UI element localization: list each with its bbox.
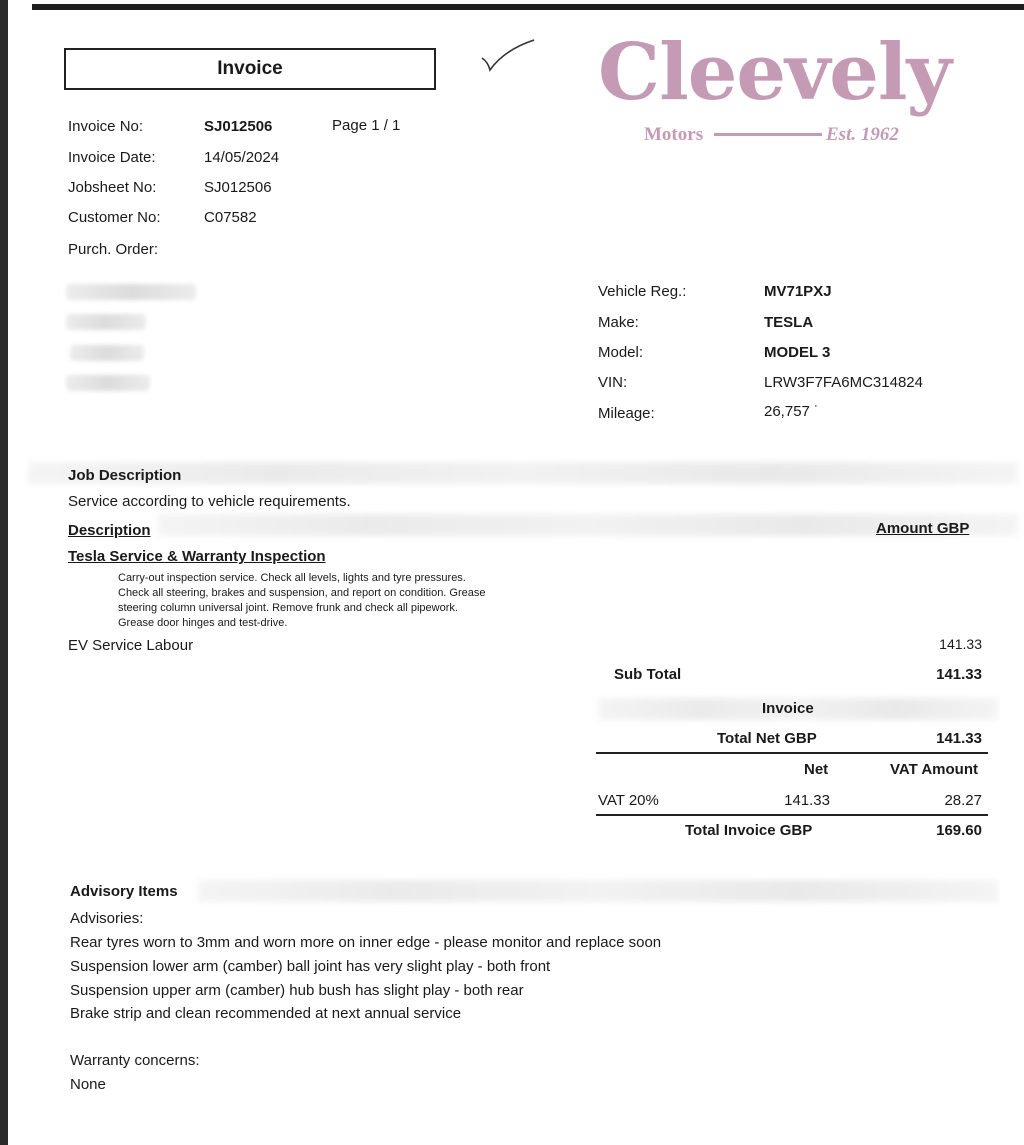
net-header: Net [804,761,829,778]
labour-amount: 141.33 [939,636,982,652]
advisory-item: Suspension lower arm (camber) ball joint has very slight play - both front [70,958,551,975]
model: MODEL 3 [764,344,831,361]
total-net-label: Total Net GBP [717,730,817,747]
vat-amount-header: VAT Amount [889,761,978,778]
advisory-item: Brake strip and clean recommended at next annual service [70,1005,462,1022]
scan-top-edge [32,4,1024,10]
mileage: 26,757 ˙ [764,403,820,420]
total-invoice: 169.60 [936,822,982,839]
sub-total-label: Sub Total [614,666,682,683]
total-net: 141.33 [936,730,982,747]
warranty-label: Warranty concerns: [70,1052,200,1069]
advisory-item: Suspension upper arm (camber) hub bush has slight play - both rear [70,982,524,999]
warranty-value: None [70,1076,106,1093]
jobsheet-no: SJ012506 [204,179,272,196]
vin: LRW3F7FA6MC314824 [764,374,923,391]
invoice-page [8,0,1024,1145]
invoice-date-label: Invoice Date: [68,149,156,166]
customer-no: C07582 [204,209,257,226]
advisory-heading: Advisory Items [70,883,178,900]
logo-motors: Motors [644,124,704,145]
redacted-address-line [66,375,150,391]
vin-label: VIN: [598,374,628,391]
model-label: Model: [598,344,644,361]
vat-amount: 28.27 [944,792,982,809]
vehicle-reg-label: Vehicle Reg.: [598,283,687,300]
vat-rate-label: VAT 20% [598,792,659,809]
totals-divider [596,814,988,816]
service-title: Tesla Service & Warranty Inspection [68,548,326,565]
make: TESLA [764,314,814,331]
description-column-header: Description [68,522,151,539]
logo-divider [714,133,822,136]
redacted-address-line [66,314,146,330]
mileage-label: Mileage: [598,405,655,422]
labour-label: EV Service Labour [68,637,194,654]
customer-no-label: Customer No: [68,209,161,226]
redacted-address-line [70,345,144,361]
totals-divider [596,752,988,754]
page-indicator: Page 1 / 1 [332,117,401,134]
invoice-section-label: Invoice [762,700,814,717]
redacted-address-line [66,284,196,300]
vehicle-reg: MV71PXJ [764,283,832,300]
make-label: Make: [598,314,639,331]
scan-shading [198,880,998,902]
service-line: steering column universal joint. Remove frunk and check all pipework. [118,602,458,614]
vat-net: 141.33 [784,792,830,809]
checkmark-icon [478,36,538,76]
advisory-item: Rear tyres worn to 3mm and worn more on inner edge - please monitor and replace soon [70,934,662,951]
purch-order-label: Purch. Order: [68,241,159,258]
logo-wordmark: Cleevely [598,27,951,118]
job-description-text: Service according to vehicle requirements. [68,493,351,510]
jobsheet-no-label: Jobsheet No: [68,179,157,196]
advisories-subheading: Advisories: [70,910,144,927]
job-description-heading: Job Description [68,467,182,484]
service-line: Grease door hinges and test-drive. [118,617,288,629]
service-line: Carry-out inspection service. Check all levels, lights and tyre pressures. [118,572,466,584]
amount-column-header: Amount GBP [876,520,970,537]
invoice-no: SJ012506 [204,118,273,135]
invoice-title: Invoice [64,48,436,90]
service-line: Check all steering, brakes and suspension, and report on condition. Grease [118,587,486,599]
total-invoice-label: Total Invoice GBP [685,822,813,839]
sub-total: 141.33 [936,666,982,683]
invoice-date: 14/05/2024 [204,149,280,166]
invoice-no-label: Invoice No: [68,118,144,135]
logo-established: Est. 1962 [826,124,899,145]
